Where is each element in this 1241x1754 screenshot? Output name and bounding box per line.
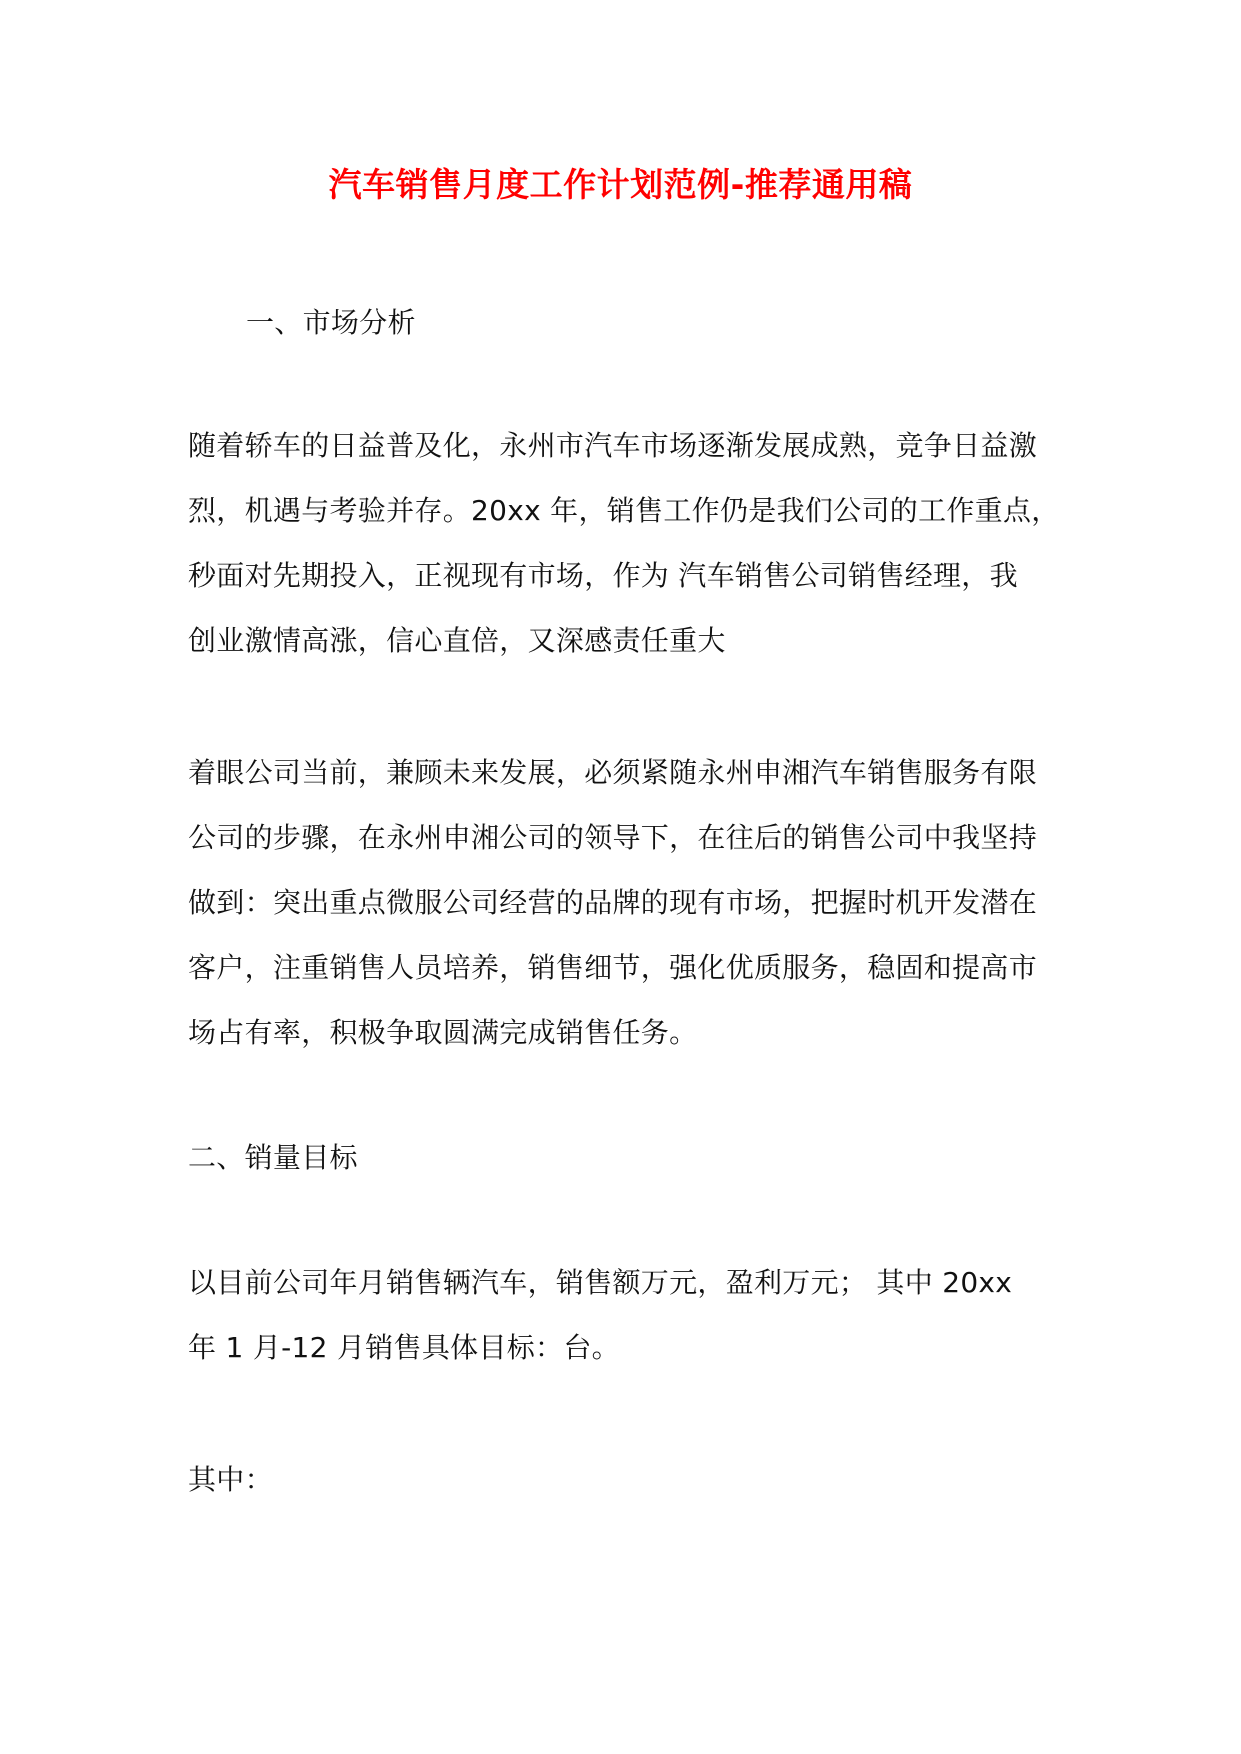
paragraph-market-strategy [188,740,1088,1065]
paragraph-among [188,1447,1088,1512]
text-line: 着眼公司当前，兼顾未来发展，必须紧随永州申湘汽车销售服务有限 [188,756,1038,789]
document-title: 汽车销售月度工作计划范例-推荐通用稿 [328,165,913,204]
text-line: 烈，机遇与考验并存。20xx 年，销售工作仍是我们公司的工作重点， [188,494,1060,527]
section-heading-sales-target: 二、销量目标 [188,1141,358,1174]
text-line: 公司的步骤，在永州申湘公司的领导下，在往后的销售公司中我坚持 [188,821,1038,854]
section-heading-market-analysis: 一、市场分析 [246,306,416,339]
text-line: 创业激情高涨，信心直倍，又深感责任重大 [188,624,726,657]
text-line: 客户，注重销售人员培养，销售细节，强化优质服务，稳固和提高市 [188,951,1038,984]
text-line: 其中： [188,1463,273,1496]
text-line: 随着轿车的日益普及化，永州市汽车市场逐渐发展成熟，竞争日益激 [188,429,1038,462]
text-line: 场占有率，积极争取圆满完成销售任务。 [188,1016,698,1049]
text-line: 秒面对先期投入，正视现有市场，作为 汽车销售公司销售经理，我 [188,559,1018,592]
paragraph-market-intro [188,413,1088,673]
text-line: 年 1 月-12 月销售具体目标：台。 [188,1331,620,1364]
text-line: 做到：突出重点微服公司经营的品牌的现有市场，把握时机开发潜在 [188,886,1038,919]
text-line: 以目前公司年月销售辆汽车，销售额万元，盈利万元； 其中 20xx [188,1266,1013,1299]
paragraph-sales-target [188,1250,1088,1380]
